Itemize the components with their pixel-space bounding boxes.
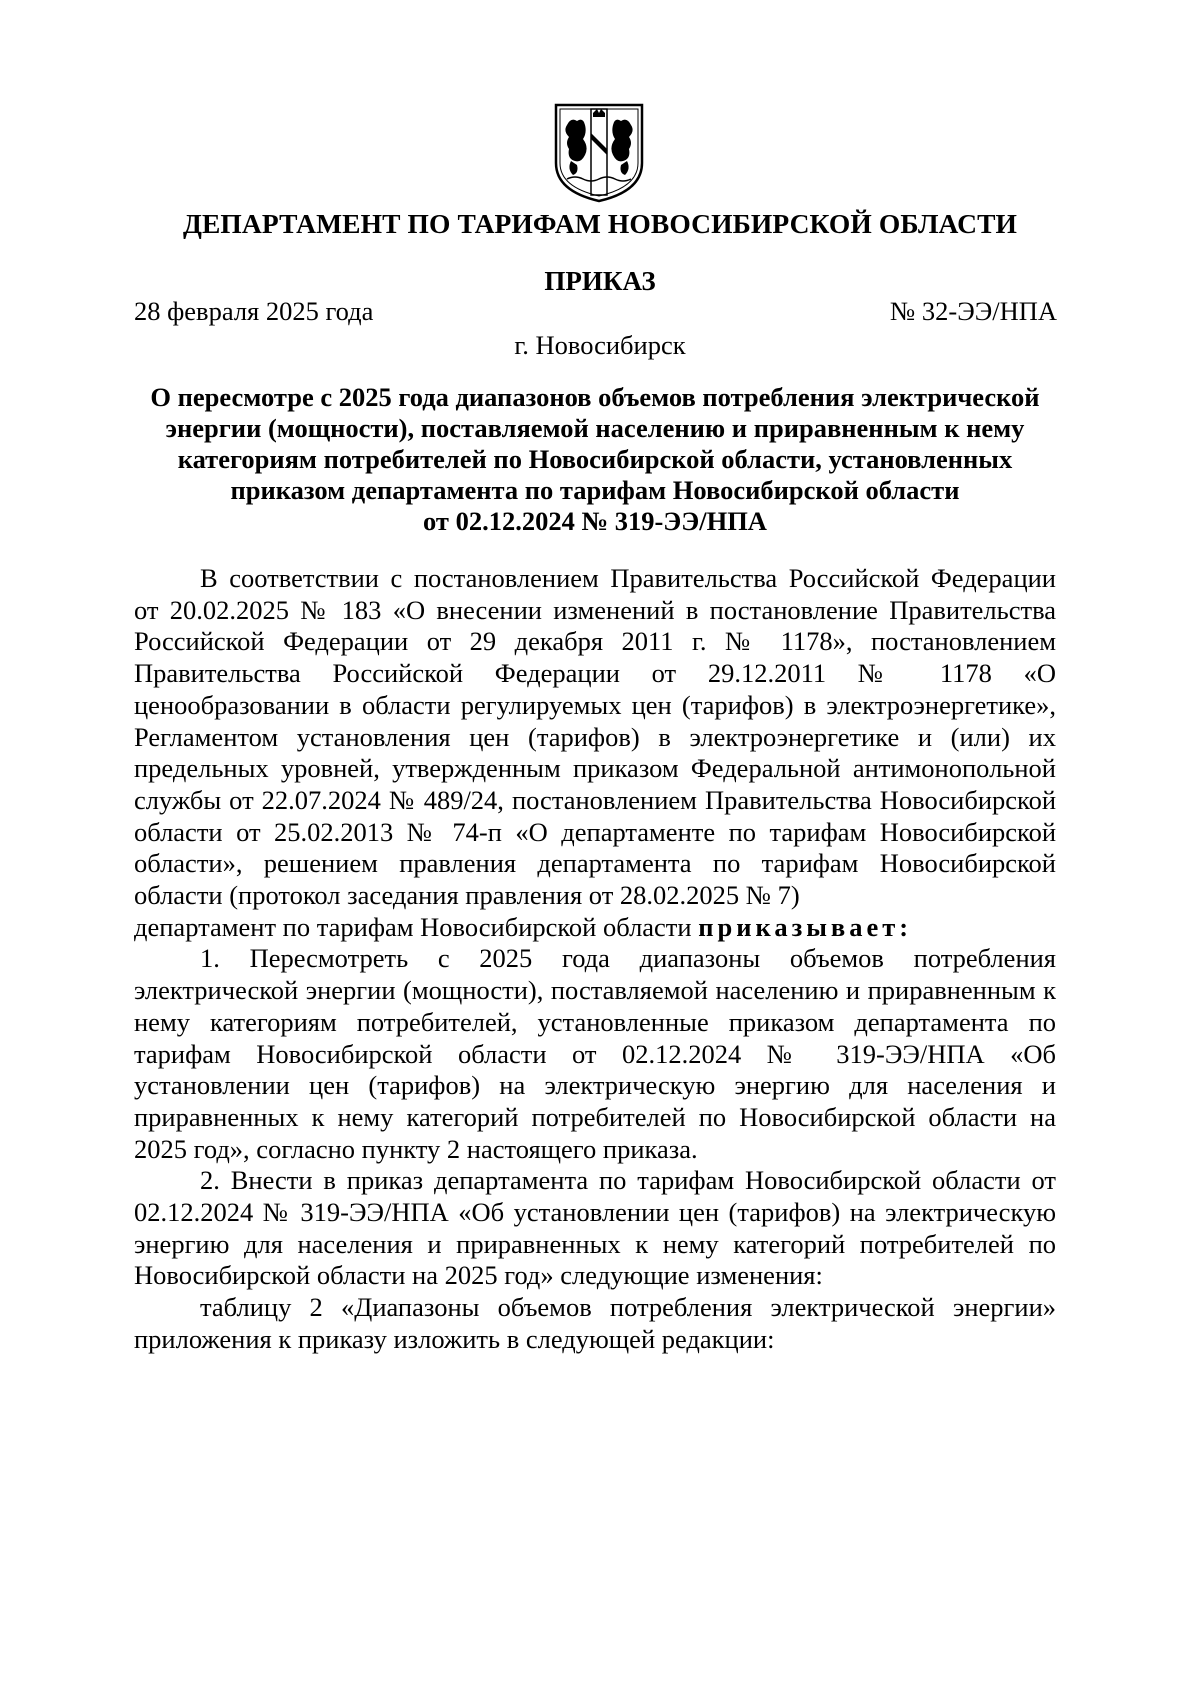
order-number: № 32-ЭЭ/НПА	[890, 296, 1057, 326]
coat-of-arms-emblem-icon	[553, 103, 645, 203]
subject-line: от 02.12.2024 № 319-ЭЭ/НПА	[423, 506, 767, 536]
order-item-2-detail: таблицу 2 «Диапазоны объемов потребления электрической энергии» приложения к приказу изложить в следующей редакции:	[134, 1292, 1056, 1354]
subject-line: приказом департамента по тарифам Новосибирской области	[230, 475, 960, 505]
department-title: ДЕПАРТАМЕНТ ПО ТАРИФАМ НОВОСИБИРСКОЙ ОБЛАСТИ	[182, 208, 1018, 239]
order-body	[134, 563, 1056, 1356]
order-subject	[134, 382, 1056, 537]
document-type-title: ПРИКАЗ	[544, 266, 656, 296]
orders-word: приказывает:	[698, 911, 913, 942]
order-city: г. Новосибирск	[514, 330, 686, 360]
subject-line: энергии (мощности), поставляемой населению и приравненным к нему	[165, 413, 1025, 443]
subject-line: О пересмотре с 2025 года диапазонов объемов потребления электрической	[150, 382, 1040, 412]
subject-line: категориям потребителей по Новосибирской области, установленных	[177, 444, 1013, 474]
order-item-2: 2. Внести в приказ департамента по тарифам Новосибирской области от 02.12.2024 № 319-ЭЭ/НПА «Об установлении цен (тарифов) на электрическую энергию для населения и приравненных к нему категорий потребителей по Новосибирской области на 2025 год» следующие изменения:	[134, 1165, 1056, 1291]
order-date: 28 февраля 2025 года	[134, 296, 374, 326]
order-item-1: 1. Пересмотреть с 2025 года диапазоны объемов потребления электрической энергии (мощности), поставляемой населению и приравненным к нему категориям потребителей, установленные приказом департамента по тарифам Новосибирской области от 02.12.2024 № 319-ЭЭ/НПА «Об установлении цен (тарифов) на электрическую энергию для населения и приравненных к нему категорий потребителей по Новосибирской области на 2025 год», согласно пункту 2 настоящего приказа.	[134, 943, 1056, 1164]
preamble-paragraph: В соответствии с постановлением Правительства Российской Федерации от 20.02.2025 № 183 «О внесении изменений в постановление Правительства Российской Федерации от 29 декабря 2011 г. № 1178», постановлением Правительства Российской Федерации от 29.12.2011 № 1178 «О ценообразовании в области регулируемых цен (тарифов) в электроэнергетике», Регламентом установления цен (тарифов) в электроэнергетике и (или) их предельных уровней, утвержденным приказом Федеральной антимонопольной службы от 22.07.2024 № 489/24, постановлением Правительства Новосибирской области от 25.02.2013 № 74-п «О департаменте по тарифам Новосибирской области», решением правления департамента по тарифам Новосибирской области (протокол заседания правления от 28.02.2025 № 7)	[134, 563, 1056, 911]
orders-lead-text: департамент по тарифам Новосибирской области	[134, 911, 699, 942]
orders-paragraph	[134, 912, 1056, 944]
